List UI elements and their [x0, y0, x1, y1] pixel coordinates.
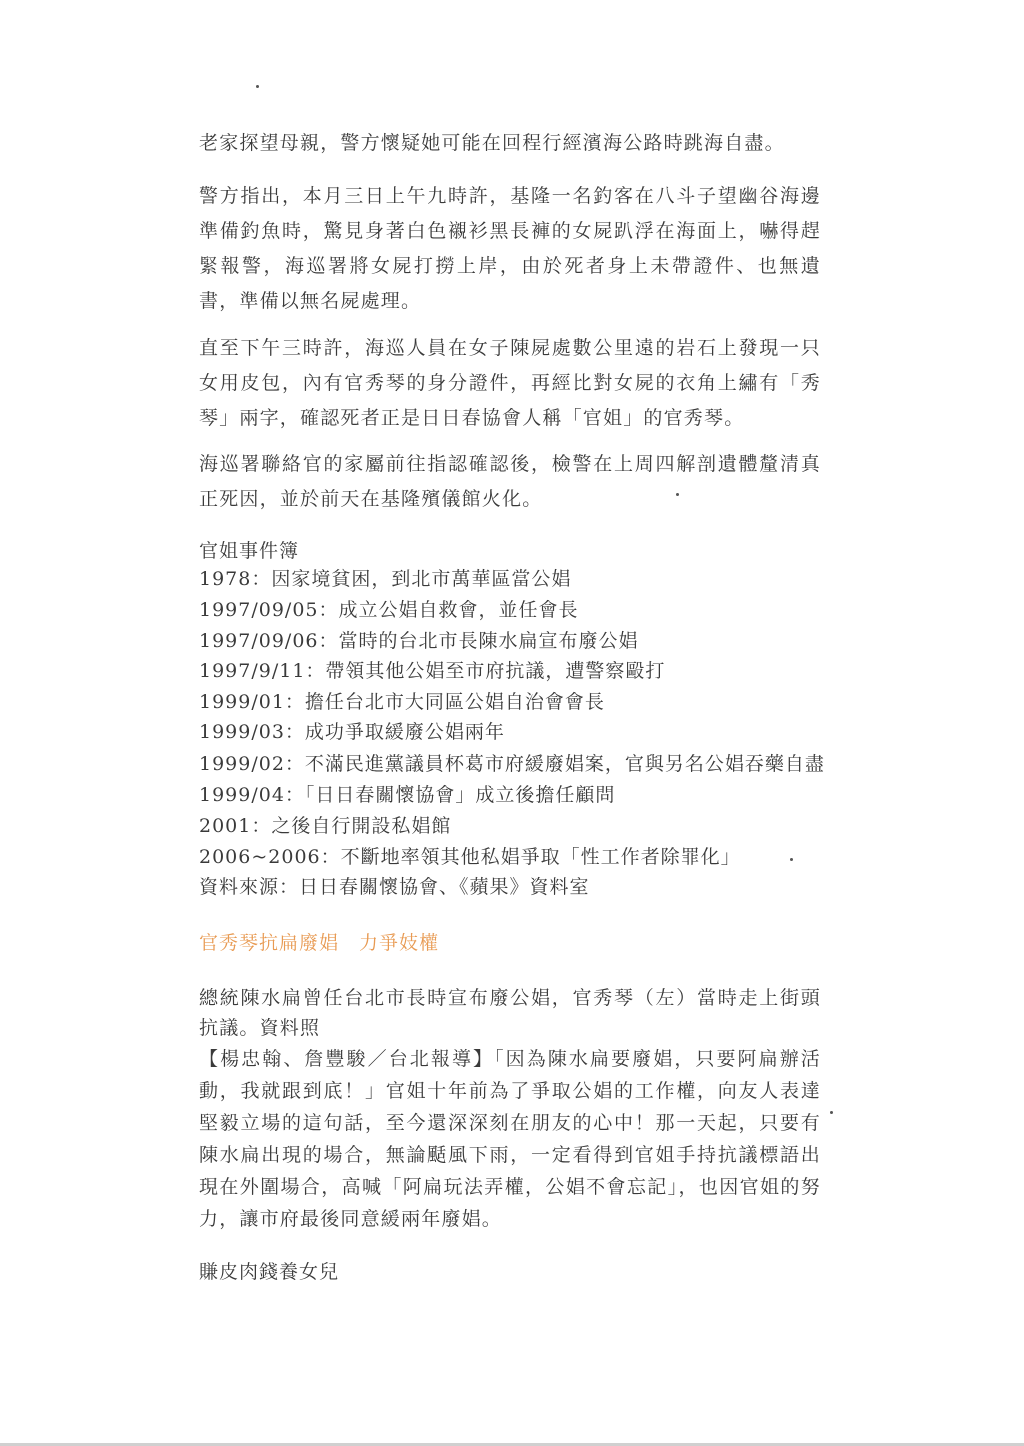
scan-speck — [830, 1111, 833, 1114]
paragraph-discovery: 警方指出，本月三日上午九時許，基隆一名釣客在八斗子望幽谷海邊準備釣魚時，驚見身著白色襯衫黑長褲的女屍趴浮在海面上，嚇得趕緊報警，海巡署將女屍打撈上岸，由於死者身上未帶證件、也無遺書，準備以無名屍處理。 — [199, 185, 821, 312]
timeline-item: 1978：因家境貧困，到北市萬華區當公娼 — [199, 568, 572, 590]
paragraph-identification: 直至下午三時許，海巡人員在女子陳屍處數公里遠的岩石上發現一只女用皮包，內有官秀琴的身分證件，再經比對女屍的衣角上繡有「秀琴」兩字，確認死者正是日日春協會人稱「官姐」的官秀琴。 — [199, 337, 821, 429]
timeline-item: 1999/02：不滿民進黨議員杯葛市府緩廢娼案，官與另名公娼吞藥自盡 — [199, 753, 825, 775]
timeline-source: 資料來源：日日春關懷協會、《蘋果》資料室 — [199, 876, 590, 898]
article-body: 【楊忠翰、詹豐駿／台北報導】「因為陳水扁要廢娼，只要阿扁辦活動，我就跟到底！」官姐十年前為了爭取公娼的工作權，向友人表達堅毅立場的這句話，至今還深深刻在朋友的心中！那一天起，只要有陳水扁出現的場合，無論颳風下雨，一定看得到官姐手持抗議標語出現在外圍場合，高喊「阿扁玩法弄權，公娼不會忘記」，也因官姐的努力，讓市府最後同意緩兩年廢娼。 — [199, 1048, 821, 1230]
scan-speck — [256, 85, 259, 88]
timeline-item: 1999/01：擔任台北市大同區公娼自治會會長 — [199, 691, 605, 713]
timeline-item: 2006~2006：不斷地率領其他私娼爭取「性工作者除罪化」 — [199, 846, 741, 868]
timeline-item: 1997/09/05：成立公娼自救會，並任會長 — [199, 599, 579, 621]
timeline-item: 1997/9/11：帶領其他公娼至市府抗議，遭警察毆打 — [199, 660, 666, 682]
paragraph-intro: 老家探望母親，警方懷疑她可能在回程行經濱海公路時跳海自盡。 — [199, 132, 785, 154]
scan-speck — [676, 493, 679, 496]
timeline-item: 1999/04：「日日春關懷協會」成立後擔任顧問 — [199, 784, 616, 806]
timeline-item: 1997/09/06：當時的台北市長陳水扁宣布廢公娼 — [199, 630, 639, 652]
subheading: 賺皮肉錢養女兒 — [199, 1261, 340, 1283]
photo-caption: 總統陳水扁曾任台北市長時宣布廢公娼，官秀琴（左）當時走上街頭抗議。資料照 — [199, 987, 821, 1039]
timeline-item: 1999/03：成功爭取緩廢公娼兩年 — [199, 721, 505, 743]
scan-speck — [790, 858, 793, 861]
paragraph-autopsy: 海巡署聯絡官的家屬前往指認確認後，檢警在上周四解剖遺體釐清真正死因，並於前天在基隆殯儀館火化。 — [199, 453, 821, 510]
timeline-title: 官姐事件簿 — [199, 540, 300, 562]
section-heading: 官秀琴抗扁廢娼 力爭妓權 — [199, 932, 440, 954]
timeline-item: 2001：之後自行開設私娼館 — [199, 815, 452, 837]
